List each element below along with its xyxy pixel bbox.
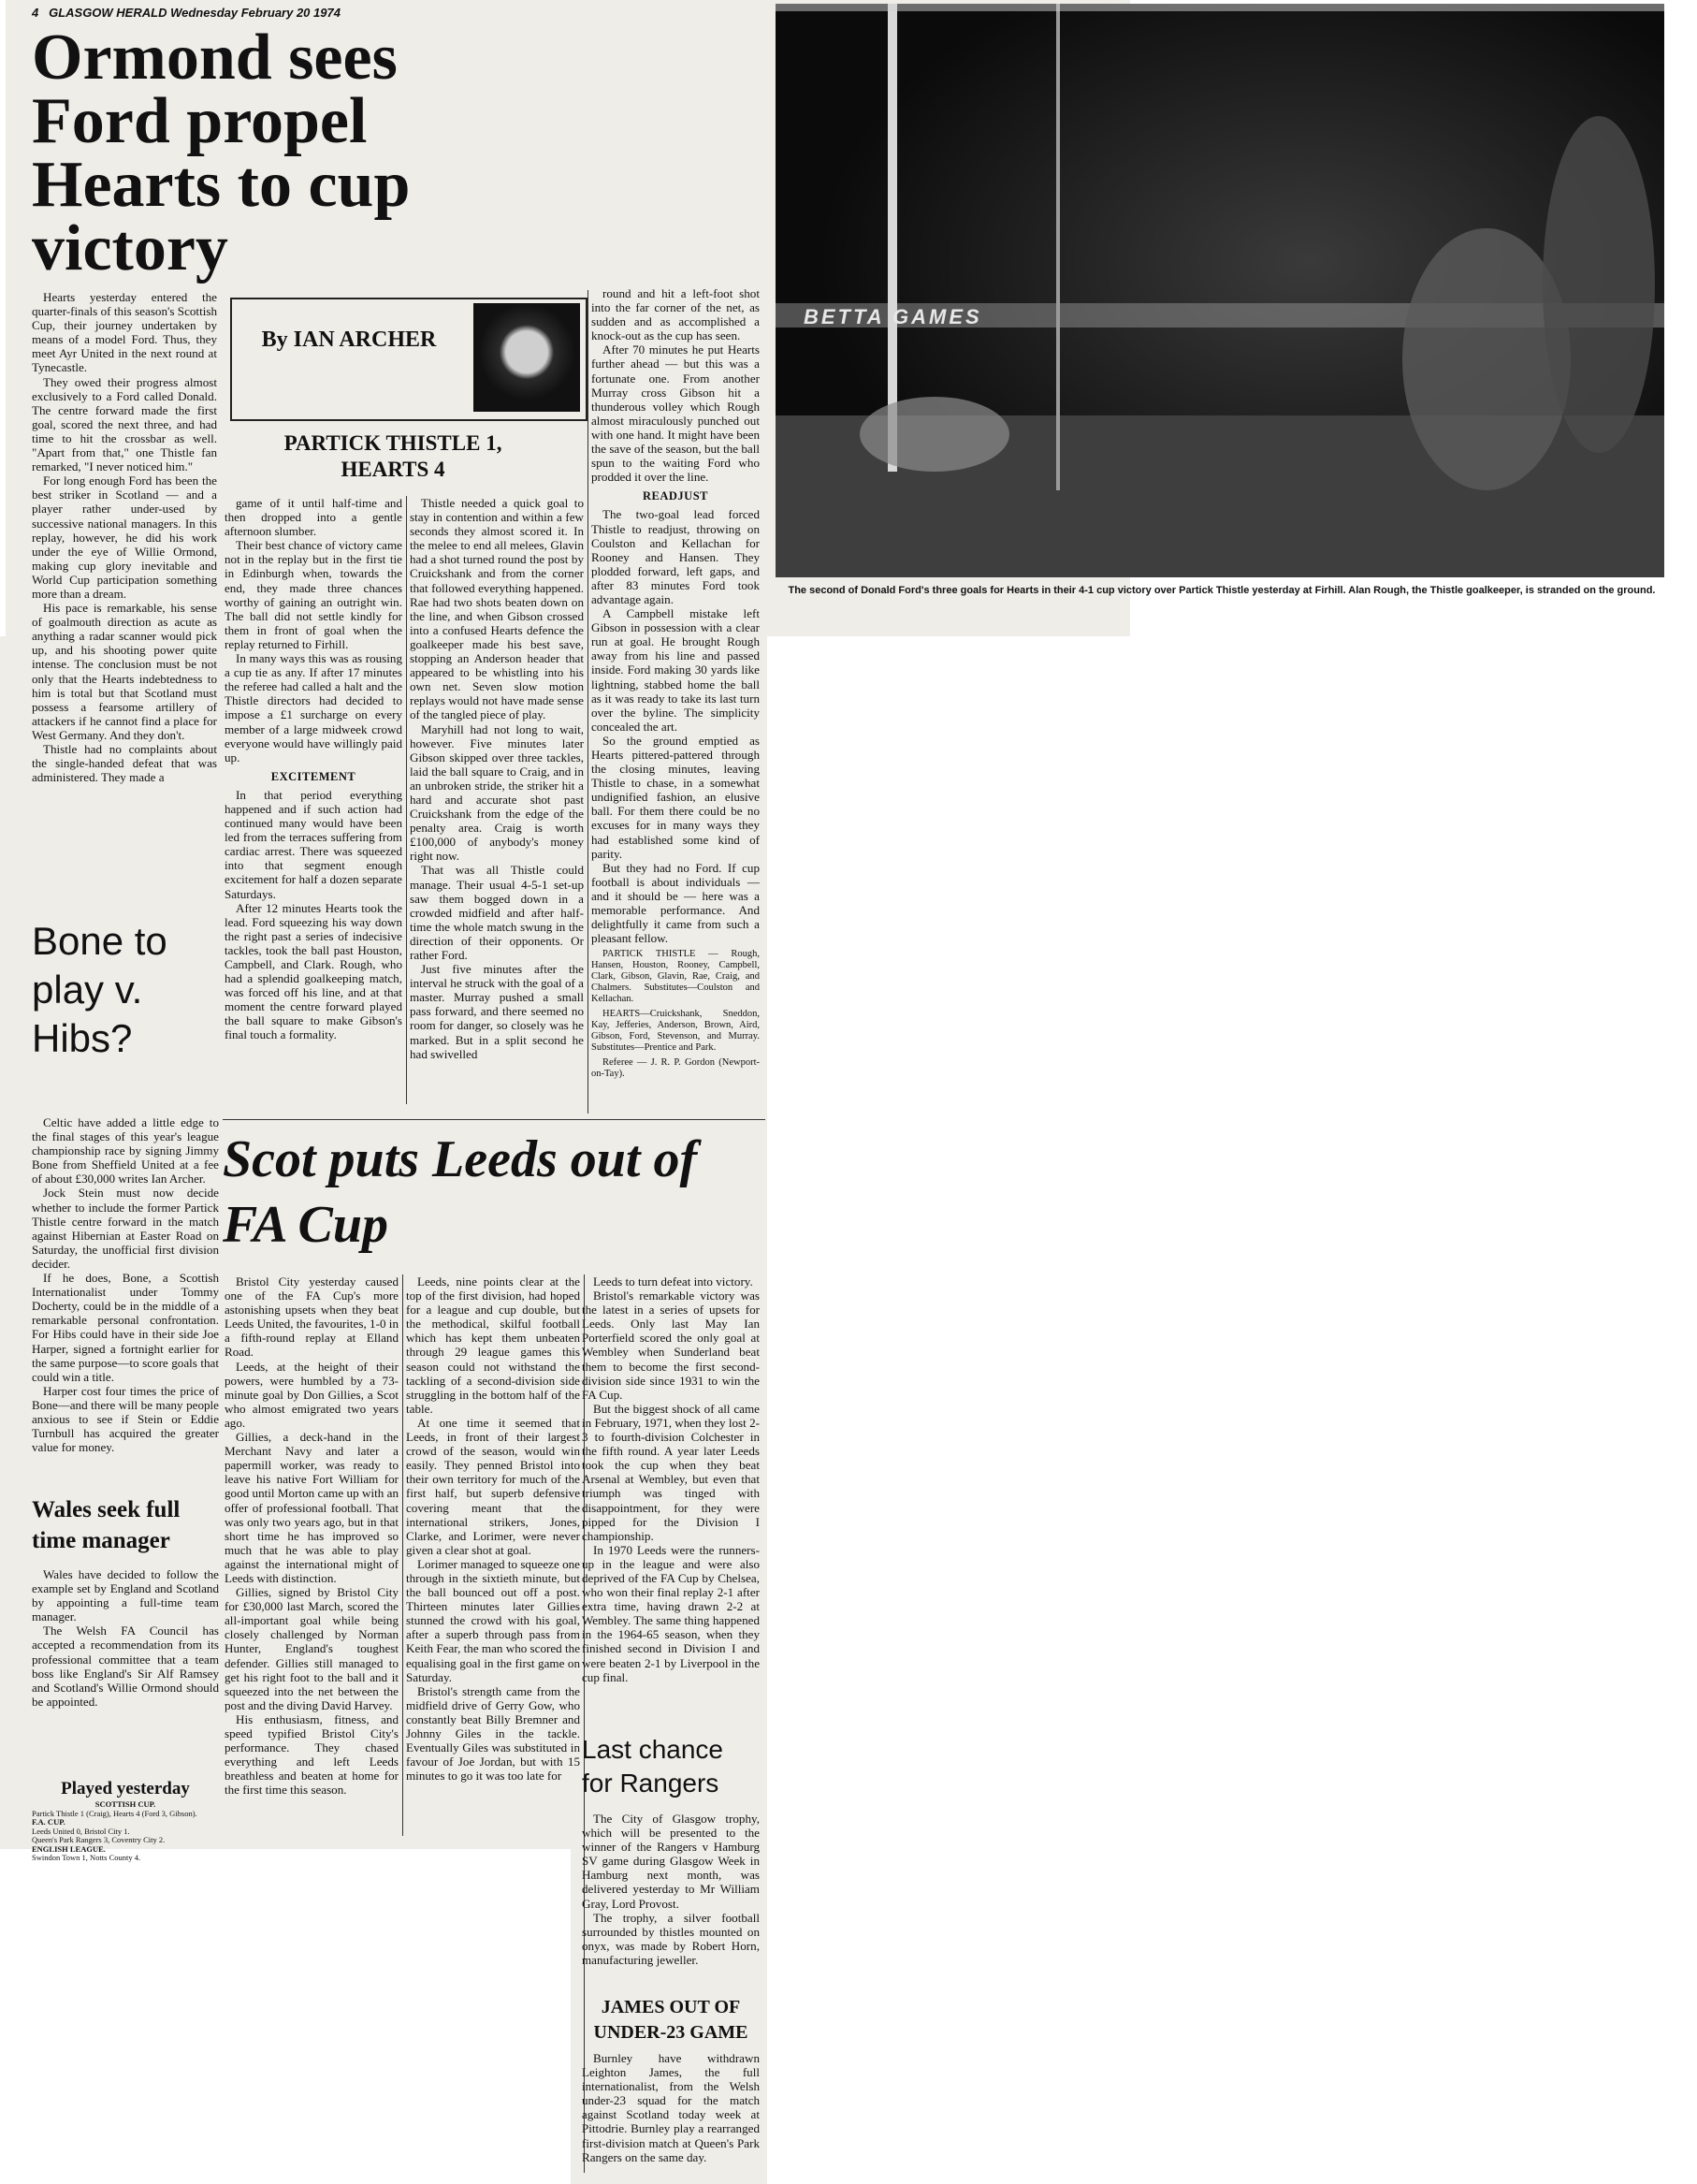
paragraph: Bristol's remarkable victory was the latest in a series of upsets for Leeds. Only last May Ian Porterfield scored the only goal at Wembley when Sunderland beat them to become the first second-division side since 1931 to win the FA Cup.: [582, 1289, 760, 1402]
paragraph: At one time it seemed that Leeds, in front of their largest crowd of the season, would win easily. They penned Bristol into their own territory for much of the first half, but superb defensive covering meant that the international strikers, Jones, Clarke, and Lorimer, were never given a clear shot at goal.: [406, 1415, 580, 1557]
bone-story-body: [32, 1115, 219, 1490]
paragraph: Bristol City yesterday caused one of the FA Cup's more astonishing upsets when they beat Leeds United, the favourites, 1-0 in a fifth-round replay at Elland Road.: [225, 1274, 399, 1360]
column-rule: [587, 290, 588, 1114]
paragraph: Thistle needed a quick goal to stay in contention and within a few seconds they almost scored it. In the melee to end all melees, Glavin had a shot turned round the post by Cruickshank and from the corner that followed everything happened. Rae had two shots beaten down on the line, and when Gibson crossed into a confused Hearts defence the goalkeeper made his best save, stopping an Anderson header that appeared to be whistling into his own net. Seven slow motion replays would not have made sense of the tangled piece of play.: [410, 496, 584, 722]
results-heading: ENGLISH LEAGUE.: [32, 1843, 106, 1854]
paragraph: Bristol's strength came from the midfield drive of Gerry Gow, who constantly beat Billy Bremner and Johnny Giles in the tackle. Eventually Giles was substituted in favour of Joe Jordan, but with 15 minutes to go it was too late for: [406, 1683, 580, 1784]
paragraph: So the ground emptied as Hearts pittered-pattered through the closing minutes, leaving Thistle to chase, in a somewhat undignified fashion, an elusive ball. For them there could be no excuses for in many ways they had established some kind of parity.: [591, 733, 760, 861]
paragraph: After 12 minutes Hearts took the lead. Ford squeezing his way down the right past a series of indecisive tackles, took the ball past Houston, Campbell, and Clark. Rough, who had a splendid goalkeeping match, was forced off his line, and at that moment the centre forward played the ball square to make Gibson's final touch a formality.: [225, 900, 402, 1042]
wales-headline: Wales seek full time manager: [32, 1497, 181, 1553]
paragraph: Hearts yesterday entered the quarter-finals of this season's Scottish Cup, their journey undertaken by means of a model Ford. Thus, they meet Ayr United in the next round at Tynecastle.: [32, 290, 217, 375]
bone-headline: Bone to play v. Hibs?: [32, 919, 167, 1060]
paragraph: round and hit a left-foot shot into the far corner of the net, as sudden and as accomplished a knock-out as the cup has seen.: [591, 286, 760, 343]
masthead: [32, 3, 537, 23]
paragraph: Wales have decided to follow the example set by England and Scotland by appointing a full-time team manager.: [32, 1567, 219, 1624]
leeds-story-column-1: [225, 1274, 399, 1836]
james-headline: JAMES OUT OF UNDER-23 GAME: [593, 1997, 748, 2043]
score-line: PARTICK THISTLE 1, HEARTS 4: [283, 431, 502, 481]
rangers-headline: Last chance for Rangers: [582, 1735, 723, 1798]
main-headline: Ormond sees Ford propel Hearts to cup victory: [32, 22, 411, 284]
paragraph: After 70 minutes he put Hearts further ahead — but this was a fortunate one. From another Murray cross Gibson hit a thunderous volley which Rough almost miraculously punched out with one hand. It might have been the save of the season, but the ball spun to the waiting Ford who prodded it over the line.: [591, 342, 760, 485]
referee: Referee — J. R. P. Gordon (Newport-on-Tay).: [591, 1057, 760, 1080]
paragraph: The trophy, a silver football surrounded by thistles mounted on onyx, was made by Robert Horn, manufacturing jeweller.: [582, 1910, 760, 1967]
paragraph: Celtic have added a little edge to the final stages of this year's league championship race by signing Jimmy Bone from Sheffield United at a fee of about £30,000 writes Ian Archer.: [32, 1115, 219, 1187]
paragraph: Maryhill had not long to wait, however. Five minutes later Gibson skipped over three tackles, laid the ball square to Craig, and in an unbroken stride, the striker hit a hard and accurate shot past Cruickshank from the edge of the penalty area. Craig is worth £100,000 of anybody's money right now.: [410, 721, 584, 864]
subhead-excitement: EXCITEMENT: [270, 769, 356, 783]
team-lineup: HEARTS—Cruickshank, Sneddon, Kay, Jefferies, Anderson, Brown, Aird, Gibson, Ford, Stevenson, and Murray. Substitutes—Prentice and Park.: [591, 1009, 760, 1054]
paragraph: But the biggest shock of all came in February, 1971, when they lost 2-3 to fourth-division Colchester in the fifth round. A year later Leeds took the cup when they beat Arsenal at Wembley, but even that triumph was tinged with disappointment, for they were pipped for the Division I championship.: [582, 1401, 760, 1543]
paragraph: Jock Stein must now decide whether to include the former Partick Thistle centre forward in the match against Hibernian at Easter Road on Saturday, the unofficial first division decider.: [32, 1186, 219, 1271]
leeds-headline: Scot puts Leeds out of FA Cup: [223, 1130, 698, 1254]
match-photo: [776, 4, 1664, 577]
column-rule: [402, 1274, 403, 1836]
paragraph: Harper cost four times the price of Bone—and there will be many people anxious to see if Stein or Eddie Turnbull has acquired the greater value for money.: [32, 1383, 219, 1455]
match-photo-scene: [776, 4, 1664, 577]
photo-caption: The second of Donald Ford's three goals for Hearts in their 4-1 cup victory over Partick Thistle yesterday at Firhill. Alan Rough, the Thistle goalkeeper, is stranded on the ground.: [788, 585, 1656, 596]
team-lineup: PARTICK THISTLE — Rough, Hansen, Houston, Rooney, Campbell, Clark, Gibson, Glavin, Rae, Craig, and Chalmers. Substitutes—Coulston and Kellachan.: [591, 949, 760, 1005]
paragraph: Just five minutes after the interval he struck with the goal of a master. Murray pushed a small pass forward, and there seemed no room for danger, so closely was he marked. But in a split second he had swivelled: [410, 962, 584, 1061]
paragraph: That was all Thistle could manage. Their usual 4-5-1 set-up saw them bogged down in a crowded midfield and after half-time the whole match swung in the direction of their opponents. Or rather Ford.: [410, 863, 584, 962]
section-rule: [223, 1119, 765, 1120]
byline: By IAN ARCHER: [261, 328, 437, 352]
paragraph: Leeds to turn defeat into victory.: [593, 1274, 753, 1289]
main-story-column-4: [591, 286, 760, 1119]
main-story-column-1: [32, 290, 217, 934]
paper-name: GLASGOW HERALD: [49, 6, 167, 20]
paragraph: Leeds, nine points clear at the top of the first division, had hoped for a league and cup double, but the methodical, skilful football which has kept them unbeaten through 29 league games this season could not withstand the tackling of a second-division side struggling in the bottom half of the table.: [406, 1274, 580, 1416]
leeds-story-column-2: [406, 1274, 580, 1836]
paragraph: Gillies, signed by Bristol City for £30,000 last March, scored the all-important goal while being closely challenged by Norman Hunter, England's toughest defender. Gillies still managed to get his right foot to the ball and it squeezed into the net between the post and the diving David Harvey.: [225, 1585, 399, 1712]
paragraph: The Welsh FA Council has accepted a recommendation from its professional committee that a team boss like England's Sir Alf Ramsey and Scotland's Willie Ormond should be appointed.: [32, 1623, 219, 1709]
paragraph: Leeds, at the height of their powers, were humbled by a 73-minute goal by Don Gillies, a Scot who almost emigrated two years ago.: [225, 1359, 399, 1430]
results-box: [32, 1778, 219, 1862]
paragraph: Thistle had no complaints about the single-handed defeat that was administered. They made a: [32, 742, 217, 785]
results-line: Leeds United 0, Bristol City 1.: [32, 1826, 130, 1836]
wales-story-body: [32, 1567, 219, 1775]
results-line: Partick Thistle 1 (Craig), Hearts 4 (Ford 3, Gibson).: [32, 1808, 197, 1818]
column-rule: [406, 496, 407, 1104]
paragraph: In many ways this was as rousing a cup tie as any. If after 17 minutes the referee had called a halt and the Thistle directors had decided to impose a £1 surcharge on every member of a large midweek crowd everyone would have willingly paid up.: [225, 651, 402, 764]
results-group: [32, 1800, 219, 1863]
paragraph: The City of Glasgow trophy, which will be presented to the winner of the Rangers v Hamburg SV game during Glasgow Week in Hamburg next month, was delivered yesterday to Mr William Gray, Lord Provost.: [582, 1812, 760, 1911]
paragraph: His pace is remarkable, his sense of goalmouth direction as acute as anything a radar scanner would pick up, and his shooting power quite intense. The conclusion must be not only that the Hearts indebtedness to him is total but that Scotland must possess a fearsome artillery of attackers if he cannot find a place for West Germany. And they don't.: [32, 601, 217, 742]
issue-date: Wednesday February 20 1974: [170, 6, 341, 20]
paragraph: Gillies, a deck-hand in the Merchant Navy and later a papermill worker, was ready to leave his native Fort William for good until Morton came up with an offer of professional football. That was only two years ago, but in that short time he has improved so much that he was able to play against the international might of Leeds with distinction.: [225, 1430, 399, 1585]
paragraph: Their best chance of victory came not in the replay but in the first tie in Edinburgh when, towards the end, they made three chances worthy of gaining an outright win. The ball did not settle kindly for them in front of goal when the replay returned to Firhill.: [225, 538, 402, 651]
paragraph: In 1970 Leeds were the runners-up in the league and were also deprived of the FA Cup by Chelsea, who won their final replay 2-1 after extra time, having drawn 2-2 at Wembley. The same thing happened in the 1964-65 season, when they finished second in Division I and were beaten 2-1 by Liverpool in the cup final.: [582, 1542, 760, 1684]
results-heading: SCOTTISH CUP.: [94, 1799, 156, 1809]
paragraph: They owed their progress almost exclusively to a Ford called Donald. The centre forward made the first goal, scored the next three, and had time to hit the crossbar as well. "Apart from that," one Thistle fan remarked, "I never noticed him.": [32, 374, 217, 474]
paragraph: A Campbell mistake left Gibson in possession with a clear run at goal. He brought Rough away from his line and passed inside. Ford making 30 yards like lightning, stabbed home the ball as it was ready to take its last turn over the byline. The simplicity concealed the art.: [591, 606, 760, 734]
paragraph: The two-goal lead forced Thistle to readjust, throwing on Coulston and Kellachan for Rooney and Hansen. They plodded forward, left gaps, and after 83 minutes Ford took advantage again.: [591, 507, 760, 606]
paragraph: In that period everything happened and if such action had continued many would have been led from the terraces suffering from cardiac arrest. There was squeezed into that segment enough excitement for half a dozen separate Saturdays.: [225, 787, 402, 901]
main-story-column-2: [225, 496, 402, 1142]
paragraph: Lorimer managed to squeeze one through in the sixtieth minute, but the ball bounced out off a post. Thirteen minutes later Gillies stunned the crowd with his goal, after a superb through pass from Keith Fear, the man who scored the equalising goal in the first game on Saturday.: [406, 1556, 581, 1684]
leeds-story-column-3: [582, 1274, 760, 1724]
main-story-column-3: [410, 496, 584, 1142]
paragraph: But they had no Ford. If cup football is about individuals — and it should be — here was a memorable performance. And delightfully it came from such a pleasant fellow.: [591, 860, 760, 946]
paragraph: game of it until half-time and then dropped into a gentle afternoon slumber.: [225, 496, 402, 539]
paragraph: For long enough Ford has been the best striker in Scotland — and a player rather under-used by successive national managers. In this replay, however, he did his work under the eye of Willie Ormond, making cup glory inevitable and World Cup participation something more than a dream.: [32, 473, 217, 601]
hoarding-text: BETTA GAMES: [804, 305, 982, 328]
results-line: Swindon Town 1, Notts County 4.: [32, 1853, 141, 1862]
byline-box: [230, 298, 587, 421]
james-story-body: [582, 2051, 760, 2182]
author-portrait: [473, 303, 580, 412]
subhead-readjust: READJUST: [643, 489, 708, 503]
rangers-story-body: [582, 1812, 760, 1989]
results-line: Queen's Park Rangers 3, Coventry City 2.: [32, 1835, 166, 1844]
page-number: 4: [32, 6, 39, 20]
paragraph: If he does, Bone, a Scottish Internationalist under Tommy Docherty, could be in the middle of a remarkable personal confrontation. For Hibs could have in their side Joe Harper, signed a fortnight earlier for the same purpose—to score goals that could win a title.: [32, 1271, 219, 1384]
results-title: Played yesterday: [61, 1779, 190, 1798]
paragraph: Burnley have withdrawn Leighton James, the full internationalist, from the Welsh under-23 squad for the match against Scotland today week at Pittodrie. Burnley play a rearranged first-division match at Queen's Park Rangers on the same day.: [582, 2051, 760, 2164]
results-heading: F.A. CUP.: [32, 1817, 65, 1827]
paragraph: His enthusiasm, fitness, and speed typified Bristol City's performance. They chased everything and left Leeds breathless and beaten at home for the first time this season.: [225, 1711, 399, 1798]
